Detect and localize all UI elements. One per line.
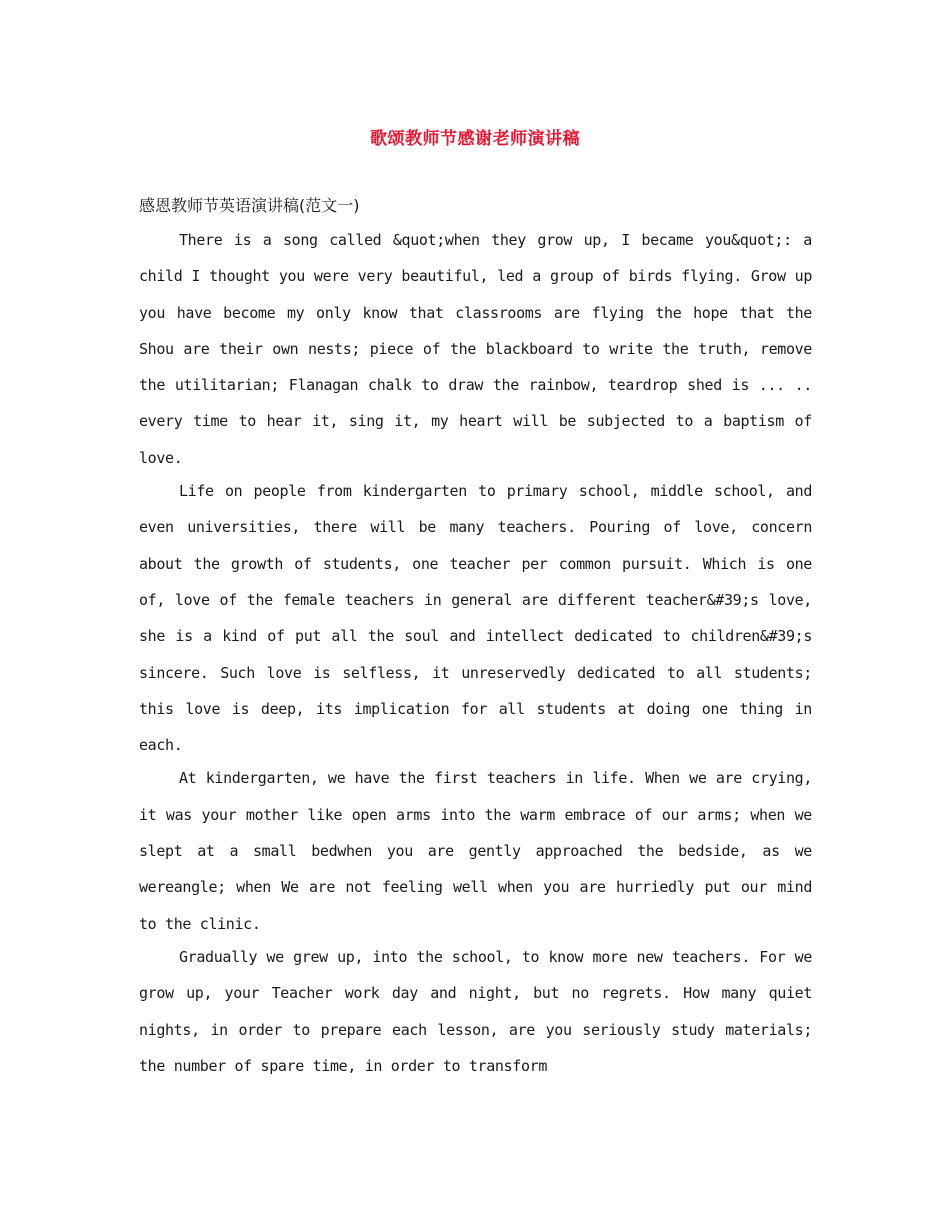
document-body — [139, 190, 812, 1081]
paragraph-1: There is a song called &quot;when they grow up, I became you&quot;: a child I thought you were very beautiful, led a group of birds flying. Grow up you have become my only know that classrooms are flying the hope that the Shou are their own nests; piece of the blackboard to write the truth, remove the utilitarian; Flanagan chalk to draw the rainbow, teardrop shed is ... .. every time to hear it, sing it, my heart will be subjected to a baptism of love. — [139, 231, 812, 467]
section-subtitle: 感恩教师节英语演讲稿(范文一) — [139, 196, 360, 215]
paragraph-3: At kindergarten, we have the first teachers in life. When we are crying, it was your mother like open arms into the warm embrace of our arms; when we slept at a small bedwhen you are gently approached the bedside, as we wereangle; when We are not feeling well when you are hurriedly put our mind to the clinic. — [139, 769, 812, 933]
paragraph-2: Life on people from kindergarten to primary school, middle school, and even universities, there will be many teachers. Pouring of love, concern about the growth of students, one teacher per common pursuit. Which is one of, love of the female teachers in general are different teacher&#39;s love, she is a kind of put all the soul and intellect dedicated to children&#39;s sincere. Such love is selfless, it unreservedly dedicated to all students; this love is deep, its implication for all students at doing one thing in each. — [139, 482, 812, 755]
document-title: 歌颂教师节感谢老师演讲稿 — [370, 129, 580, 149]
paragraph-4: Gradually we grew up, into the school, to know more new teachers. For we grow up, your Teacher work day and night, but no regrets. How many quiet nights, in order to prepare each lesson, are you seriously study materials; the number of spare time, in order to transform — [139, 947, 812, 1075]
